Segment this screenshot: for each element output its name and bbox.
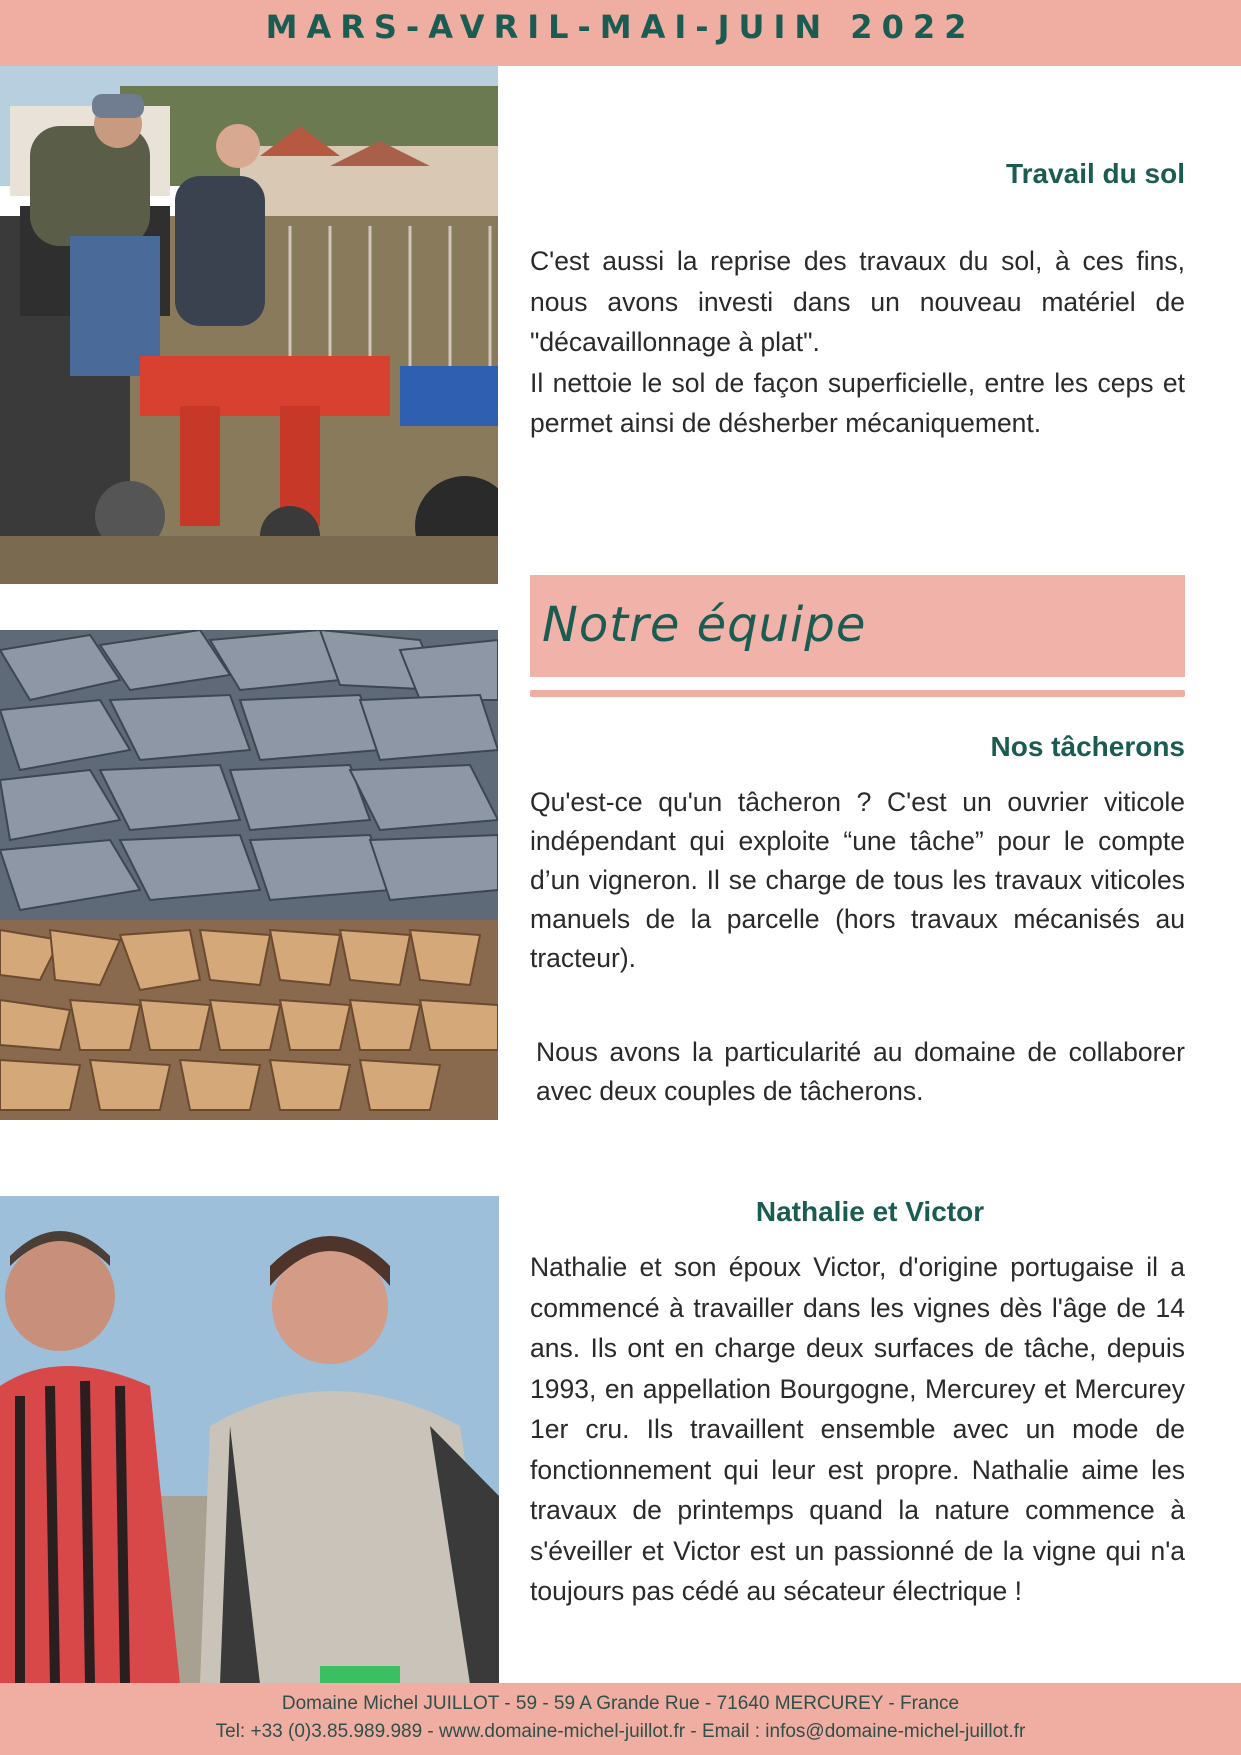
banner-divider (530, 690, 1185, 697)
tacheron-definition-text: Qu'est-ce qu'un tâcheron ? C'est un ouvrier viticole indépendant qui exploite “une tâche” pour le compte d’un vigneron. Il se charge de tous les travaux viticoles manuels de la parcelle (hors travaux mécanisés au tracteur). (530, 787, 1185, 973)
header-band (0, 0, 1241, 66)
vine-posts-photo (0, 630, 498, 1120)
travail-du-sol-paragraph-1: C'est aussi la reprise des travaux du sol, à ces fins, nous avons investi dans un nouveau matériel de "décavaillonnage à plat". (530, 246, 1185, 357)
vineyard-tractor-photo (0, 66, 498, 584)
notre-equipe-banner (530, 575, 1185, 677)
notre-equipe-title: Notre équipe (542, 597, 867, 653)
newsletter-period: MARS-AVRIL-MAI-JUIN 2022 (265, 8, 976, 46)
travail-du-sol-text (530, 241, 1185, 444)
footer-band (0, 1683, 1241, 1755)
travail-du-sol-paragraph-2: Il nettoie le sol de façon superficielle, entre les ceps et permet ainsi de désherber mécaniquement. (530, 367, 1185, 438)
footer-address: Domaine Michel JUILLOT - 59 - 59 A Grande Rue - 71640 MERCUREY - France (281, 1693, 960, 1714)
nathalie-victor-text: Nathalie et son époux Victor, d'origine portugaise il a commencé à travailler dans les vignes dès l'âge de 14 ans. Ils ont en charge deux surfaces de tâche, depuis 1993, en appellation Bourgogne, Mercurey et Mercurey 1er cru. Ils travaillent ensemble avec un mode de fonctionnement qui leur est propre. Nathalie aime les travaux de printemps quand la nature commence à s'éveiller et Victor est un passionné de la vigne qui n'a toujours pas cédé au sécateur électrique ! (530, 1252, 1185, 1606)
travail-du-sol-heading: Travail du sol (1006, 158, 1185, 189)
nathalie-victor-heading: Nathalie et Victor (755, 1196, 985, 1227)
nos-tacherons-heading: Nos tâcherons (990, 731, 1185, 762)
footer-contact: Tel: +33 (0)3.85.989.989 - www.domaine-michel-juillot.fr - Email : infos@domaine-michel-juillot.fr (215, 1721, 1026, 1742)
nathalie-victor-photo (0, 1196, 499, 1684)
tacheron-couples-text: Nous avons la particularité au domaine de collaborer avec deux couples de tâcherons. (536, 1037, 1185, 1106)
